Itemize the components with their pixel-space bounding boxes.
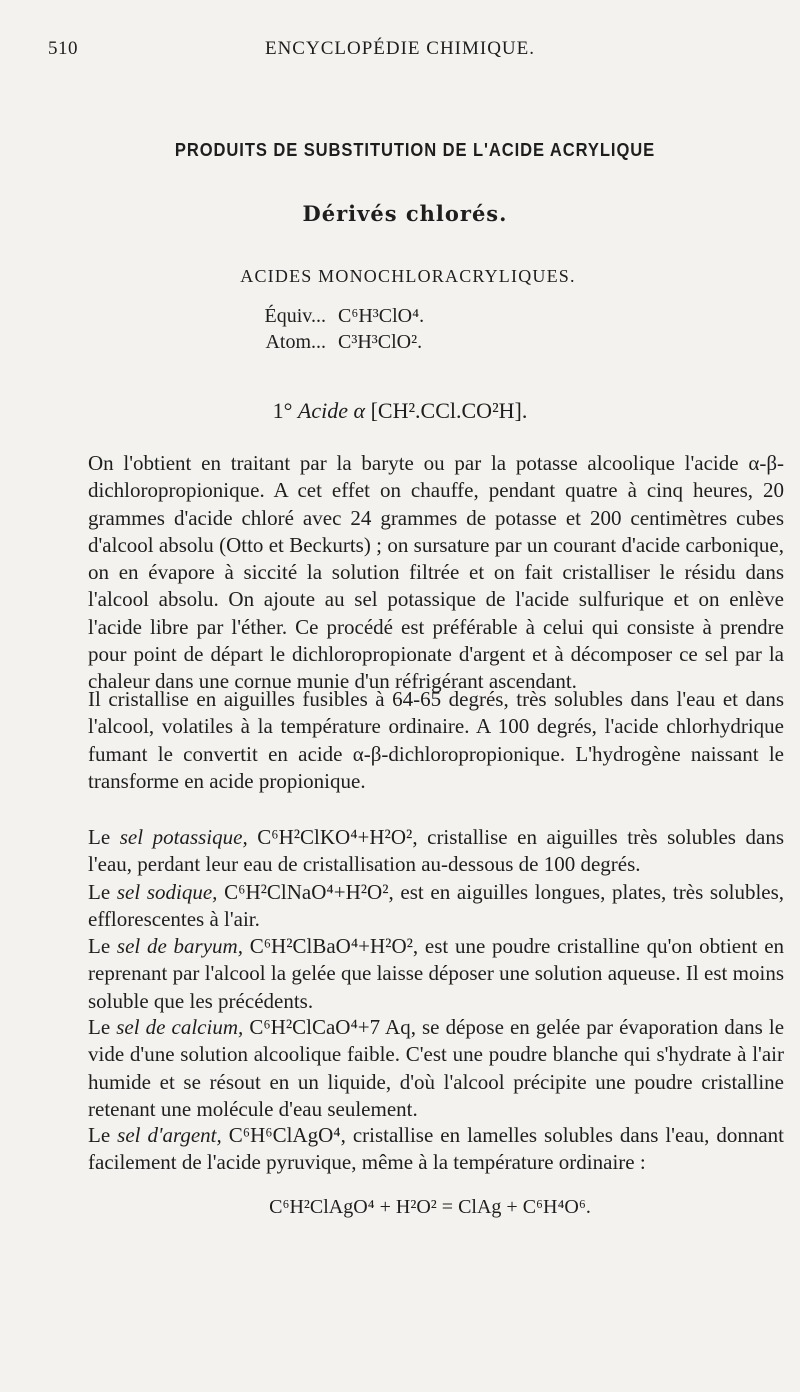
page-number: 510 [48,38,78,59]
equation: C⁶H²ClAgO⁴ + H²O² = ClAg + C⁶H⁴O⁶. [269,1196,591,1218]
running-head: ENCYCLOPÉDIE CHIMIQUE. [264,38,536,59]
formula-equiv-row [226,305,424,328]
subsection-title: Dérivés chlorés. [302,201,508,226]
paragraph-sel-baryum: Le sel de baryum, C⁶H²ClBaO⁴+H²O², est une poudre cristalline qu'on obtient en reprenant par l'alcool la gelée que laisse déposer une solution aqueuse. Il est moins soluble que les précédents. [88,934,785,1013]
formula-atom-label: Atom... [265,331,326,353]
paragraph-sel-calcium: Le sel de calcium, C⁶H²ClCaO⁴+7 Aq, se dépose en gelée par évaporation dans le vide d'une solution alcoolique faible. C'est une poudre blanche qui s'hydrate à l'air humide et se résout en un liquide, d'où l'alcool précipite une poudre cristalline retenant une molécule d'eau seulement. [88,1015,785,1121]
formula-atom-row [226,331,422,354]
acid-heading [0,398,800,424]
paragraph-properties: Il cristallise en aiguilles fusibles à 64-65 degrés, très solubles dans l'eau et dans l'alcool, volatiles à la température ordinaire. A 100 degrés, l'acide chlorhydrique fumant le convertit en acide α-β-dichloropropionique. L'hydrogène naissant le transforme en acide propionique. [88,687,784,793]
acid-formula: [CH².CCl.CO²H]. [370,398,528,423]
paragraph-sel-sodique: Le sel sodique, C⁶H²ClNaO⁴+H²O², est en aiguilles longues, plates, très solubles, efflorescentes à l'air. [88,880,785,932]
formula-equiv: C⁶H³ClO⁴. [338,305,425,327]
paragraph-sel-argent: Le sel d'argent, C⁶H⁶ClAgO⁴, cristallise en lamelles solubles dans l'eau, donnant facilement de l'acide pyruvique, même à la température ordinaire : [88,1123,785,1175]
group-title: ACIDES MONOCHLORACRYLIQUES. [240,266,576,286]
paragraph-preparation: On l'obtient en traitant par la baryte ou par la potasse alcoolique l'acide α-β-dichloropropionique. A cet effet on chauffe, pendant quatre à cinq heures, 20 grammes d'acide chloré avec 24 grammes de potasse et 200 centimètres cubes d'alcool absolu (Otto et Beckurts) ; on sursature par un courant d'acide carbonique, on en évapore à siccité la solution filtrée et on fait cristalliser le résidu dans l'alcool absolu. On ajoute au sel potassique de l'acide sulfurique et on enlève l'acide libre par l'éther. Ce procédé est préférable à celui qui consiste à prendre pour point de départ le dichloropropionate d'argent et à décomposer ce sel par la chaleur dans une cornue munie d'un réfrigérant ascendant. [88,451,784,694]
formula-atom: C³H³ClO². [338,331,423,353]
section-title: PRODUITS DE SUBSTITUTION DE L'ACIDE ACRYLIQUE [174,140,656,160]
formula-equiv-label: Équiv... [264,305,326,327]
acid-number: 1° [272,398,293,423]
acid-name: Acide α [297,398,366,423]
paragraph-sel-potassique: Le sel potassique, C⁶H²ClKO⁴+H²O², cristallise en aiguilles très solubles dans l'eau, perdant leur eau de cristallisation au-dessous de 100 degrés. [88,825,785,877]
